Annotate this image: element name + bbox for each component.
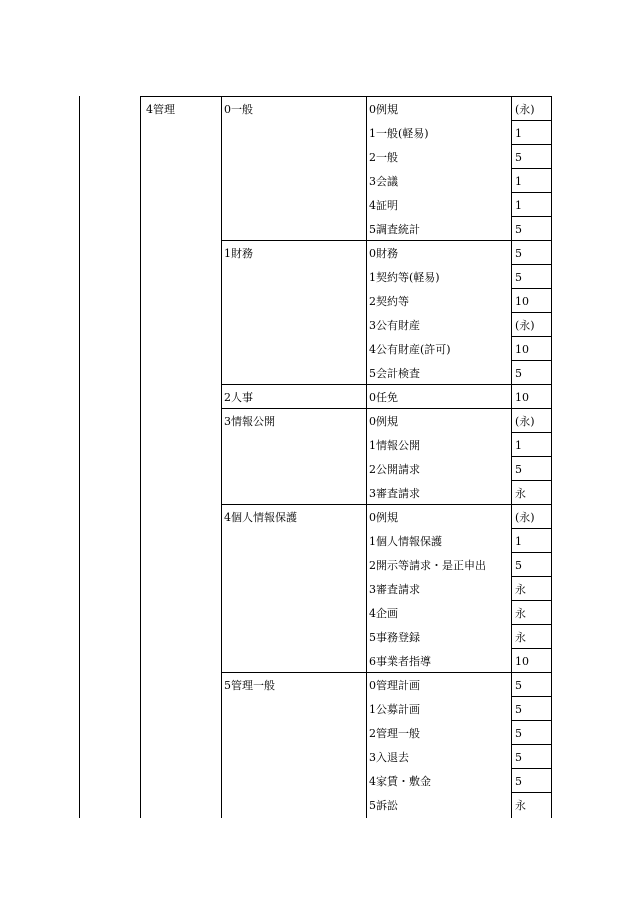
retention-period: 10 <box>515 391 529 404</box>
row-line <box>511 792 551 793</box>
group-divider <box>221 672 551 673</box>
row-line <box>511 144 551 145</box>
retention-period: 1 <box>515 199 522 212</box>
item-label: 5事務登録 <box>369 631 420 644</box>
row-line <box>511 192 551 193</box>
category-label: 4管理 <box>146 103 175 116</box>
group-divider <box>221 408 551 409</box>
item-label: 4企画 <box>369 607 398 620</box>
group-label: 2人事 <box>224 391 253 404</box>
group-label: 3情報公開 <box>224 415 275 428</box>
group-label: 1財務 <box>224 247 253 260</box>
column-line <box>140 96 141 818</box>
group-divider <box>221 504 551 505</box>
retention-period: 5 <box>515 247 522 260</box>
retention-period: (永) <box>515 319 535 332</box>
retention-period: 10 <box>515 343 529 356</box>
item-label: 2管理一般 <box>369 727 420 740</box>
retention-period: 永 <box>515 607 526 620</box>
group-label: 4個人情報保護 <box>224 511 297 524</box>
row-line <box>511 432 551 433</box>
item-label: 3審査請求 <box>369 487 420 500</box>
row-line <box>511 120 551 121</box>
retention-period: 5 <box>515 271 522 284</box>
retention-period: 5 <box>515 367 522 380</box>
row-line <box>511 288 551 289</box>
retention-period: (永) <box>515 415 535 428</box>
row-line <box>511 696 551 697</box>
row-line <box>511 312 551 313</box>
item-label: 4証明 <box>369 199 398 212</box>
item-label: 1一般(軽易) <box>369 127 429 140</box>
item-label: 0財務 <box>369 247 398 260</box>
row-line <box>511 336 551 337</box>
item-label: 1契約等(軽易) <box>369 271 440 284</box>
row-line <box>511 552 551 553</box>
retention-period: 5 <box>515 751 522 764</box>
item-label: 2公開請求 <box>369 463 420 476</box>
retention-period: 1 <box>515 175 522 188</box>
row-line <box>511 600 551 601</box>
item-label: 0任免 <box>369 391 398 404</box>
row-line <box>511 768 551 769</box>
column-line <box>551 96 552 818</box>
item-label: 0例規 <box>369 415 398 428</box>
group-label: 0一般 <box>224 103 253 116</box>
row-line <box>511 480 551 481</box>
row-line <box>511 576 551 577</box>
item-label: 3公有財産 <box>369 319 420 332</box>
retention-period: 1 <box>515 127 522 140</box>
item-label: 0管理計画 <box>369 679 420 692</box>
item-label: 2開示等請求・是正申出 <box>369 559 486 572</box>
item-label: 1個人情報保護 <box>369 535 442 548</box>
retention-period: 5 <box>515 463 522 476</box>
group-divider <box>221 240 551 241</box>
item-label: 5調査統計 <box>369 223 420 236</box>
item-label: 1情報公開 <box>369 439 420 452</box>
item-label: 0例規 <box>369 511 398 524</box>
item-label: 2一般 <box>369 151 398 164</box>
row-line <box>511 360 551 361</box>
retention-period: 5 <box>515 223 522 236</box>
column-line <box>221 96 222 818</box>
retention-period: 1 <box>515 439 522 452</box>
column-line <box>511 96 512 818</box>
retention-period: (永) <box>515 103 535 116</box>
row-line <box>511 648 551 649</box>
retention-period: 5 <box>515 679 522 692</box>
retention-period: 5 <box>515 703 522 716</box>
retention-period: 5 <box>515 559 522 572</box>
row-line <box>140 96 551 97</box>
group-divider <box>221 384 551 385</box>
retention-period: 10 <box>515 655 529 668</box>
row-line <box>511 456 551 457</box>
item-label: 3会議 <box>369 175 398 188</box>
item-label: 1公募計画 <box>369 703 420 716</box>
retention-period: 永 <box>515 583 526 596</box>
item-label: 3審査請求 <box>369 583 420 596</box>
retention-period: 5 <box>515 775 522 788</box>
retention-period: 10 <box>515 295 529 308</box>
retention-period: 5 <box>515 151 522 164</box>
item-label: 5訴訟 <box>369 799 398 812</box>
retention-period: 5 <box>515 727 522 740</box>
item-label: 4公有財産(許可) <box>369 343 451 356</box>
retention-period: 永 <box>515 631 526 644</box>
row-line <box>511 528 551 529</box>
column-line <box>366 96 367 818</box>
retention-period: (永) <box>515 511 535 524</box>
retention-period: 永 <box>515 487 526 500</box>
item-label: 5会計検査 <box>369 367 420 380</box>
column-line <box>79 96 80 818</box>
group-label: 5管理一般 <box>224 679 275 692</box>
item-label: 6事業者指導 <box>369 655 431 668</box>
item-label: 2契約等 <box>369 295 409 308</box>
row-line <box>511 624 551 625</box>
row-line <box>511 264 551 265</box>
row-line <box>511 720 551 721</box>
item-label: 0例規 <box>369 103 398 116</box>
row-line <box>511 744 551 745</box>
item-label: 4家賃・敷金 <box>369 775 431 788</box>
row-line <box>511 216 551 217</box>
item-label: 3入退去 <box>369 751 409 764</box>
row-line <box>511 168 551 169</box>
retention-period: 1 <box>515 535 522 548</box>
retention-period: 永 <box>515 799 526 812</box>
